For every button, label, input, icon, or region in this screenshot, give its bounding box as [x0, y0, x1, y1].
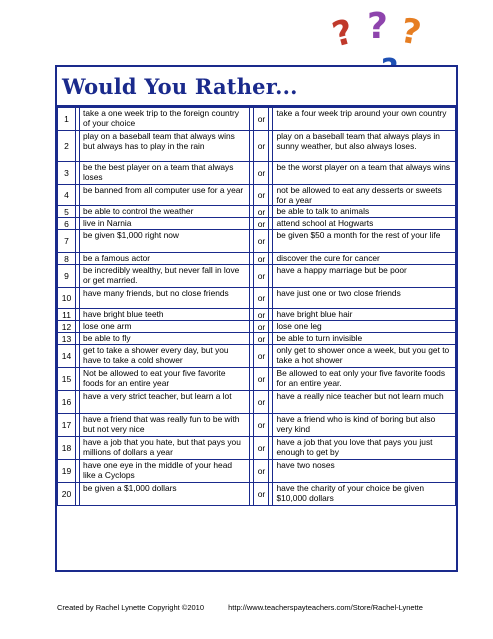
option-b: have a really nice teacher but not learn much	[273, 391, 456, 414]
question-row	[58, 218, 456, 230]
or-connector: or	[254, 437, 269, 460]
question-mark-icon-red: ?	[328, 11, 358, 56]
option-b: only get to shower once a week, but you get to take a hot shower	[273, 345, 456, 368]
option-a: have a job that you hate, but that pays you millions of dollars a year	[80, 437, 250, 460]
option-b: have just one or two close friends	[273, 288, 456, 309]
or-connector: or	[254, 108, 269, 131]
row-number: 2	[58, 131, 76, 162]
or-connector: or	[254, 368, 269, 391]
option-a: get to take a shower every day, but you have to take a cold shower	[80, 345, 250, 368]
or-connector: or	[254, 288, 269, 309]
option-b: have two noses	[273, 460, 456, 483]
option-a: play on a baseball team that always wins but always has to play in the rain	[80, 131, 250, 162]
question-row	[58, 368, 456, 391]
option-a: be a famous actor	[80, 253, 250, 265]
or-connector: or	[254, 230, 269, 253]
row-number: 4	[58, 185, 76, 206]
or-connector: or	[254, 345, 269, 368]
row-number: 1	[58, 108, 76, 131]
option-a: be given a $1,000 dollars	[80, 483, 250, 506]
question-row	[58, 185, 456, 206]
option-b: discover the cure for cancer	[273, 253, 456, 265]
or-connector: or	[254, 218, 269, 230]
question-row	[58, 333, 456, 345]
option-b: take a four week trip around your own country	[273, 108, 456, 131]
or-connector: or	[254, 309, 269, 321]
option-b: Be allowed to eat only your five favorite foods for an entire year.	[273, 368, 456, 391]
row-number: 10	[58, 288, 76, 309]
question-row	[58, 108, 456, 131]
question-row	[58, 321, 456, 333]
or-connector: or	[254, 185, 269, 206]
question-row	[58, 460, 456, 483]
question-row	[58, 414, 456, 437]
or-connector: or	[254, 414, 269, 437]
or-connector: or	[254, 333, 269, 345]
option-a: have a friend that was really fun to be with but not very nice	[80, 414, 250, 437]
worksheet-frame	[55, 65, 458, 572]
option-b: be able to turn invisible	[273, 333, 456, 345]
row-number: 7	[58, 230, 76, 253]
row-number: 5	[58, 206, 76, 218]
row-number: 20	[58, 483, 76, 506]
row-number: 15	[58, 368, 76, 391]
footer-url[interactable]: http://www.teacherspayteachers.com/Store/Rachel-Lynette	[228, 603, 423, 612]
or-connector: or	[254, 206, 269, 218]
option-a: lose one arm	[80, 321, 250, 333]
or-connector: or	[254, 131, 269, 162]
or-connector: or	[254, 265, 269, 288]
row-number: 6	[58, 218, 76, 230]
question-row	[58, 162, 456, 185]
option-a: be able to control the weather	[80, 206, 250, 218]
or-connector: or	[254, 253, 269, 265]
question-row	[58, 265, 456, 288]
option-b: have a friend who is kind of boring but also very kind	[273, 414, 456, 437]
row-number: 14	[58, 345, 76, 368]
option-a: be able to fly	[80, 333, 250, 345]
option-a: take a one week trip to the foreign country of your choice	[80, 108, 250, 131]
option-b: be given $50 a month for the rest of your life	[273, 230, 456, 253]
option-a: have many friends, but no close friends	[80, 288, 250, 309]
question-row	[58, 391, 456, 414]
option-b: have a job that you love that pays you just enough to get by	[273, 437, 456, 460]
option-a: be banned from all computer use for a year	[80, 185, 250, 206]
option-a: be incredibly wealthy, but never fall in love or get married.	[80, 265, 250, 288]
option-b: play on a baseball team that always plays in sunny weather, but also always loses.	[273, 131, 456, 162]
row-number: 11	[58, 309, 76, 321]
option-a: be the best player on a team that always loses	[80, 162, 250, 185]
option-b: be able to talk to animals	[273, 206, 456, 218]
question-mark-icon-orange: ?	[397, 10, 425, 54]
or-connector: or	[254, 321, 269, 333]
option-b: have a happy marriage but be poor	[273, 265, 456, 288]
question-row	[58, 206, 456, 218]
row-number: 18	[58, 437, 76, 460]
option-b: attend school at Hogwarts	[273, 218, 456, 230]
or-connector: or	[254, 391, 269, 414]
or-connector: or	[254, 483, 269, 506]
option-b: not be allowed to eat any desserts or sweets for a year	[273, 185, 456, 206]
option-b: be the worst player on a team that always wins	[273, 162, 456, 185]
option-a: Not be allowed to eat your five favorite foods for an entire year	[80, 368, 250, 391]
question-row	[58, 253, 456, 265]
row-number: 3	[58, 162, 76, 185]
option-a: have bright blue teeth	[80, 309, 250, 321]
option-a: have one eye in the middle of your head like a Cyclops	[80, 460, 250, 483]
option-a: be given $1,000 right now	[80, 230, 250, 253]
row-number: 9	[58, 265, 76, 288]
row-number: 17	[58, 414, 76, 437]
question-row	[58, 131, 456, 162]
footer-credit: Created by Rachel Lynette Copyright ©2010	[57, 603, 205, 612]
option-b: lose one leg	[273, 321, 456, 333]
option-a: have a very strict teacher, but learn a lot	[80, 391, 250, 414]
row-number: 12	[58, 321, 76, 333]
row-number: 13	[58, 333, 76, 345]
option-a: live in Narnia	[80, 218, 250, 230]
or-connector: or	[254, 162, 269, 185]
worksheet-title: Would You Rather...	[57, 67, 456, 107]
row-number: 16	[58, 391, 76, 414]
question-row	[58, 437, 456, 460]
option-b: have bright blue hair	[273, 309, 456, 321]
question-row	[58, 483, 456, 506]
row-number: 8	[58, 253, 76, 265]
questions-table	[57, 107, 456, 506]
or-connector: or	[254, 460, 269, 483]
question-row	[58, 288, 456, 309]
question-mark-icon-purple: ?	[367, 8, 388, 47]
option-b: have the charity of your choice be given $10,000 dollars	[273, 483, 456, 506]
question-row	[58, 309, 456, 321]
question-row	[58, 345, 456, 368]
question-row	[58, 230, 456, 253]
row-number: 19	[58, 460, 76, 483]
footer	[57, 603, 423, 612]
